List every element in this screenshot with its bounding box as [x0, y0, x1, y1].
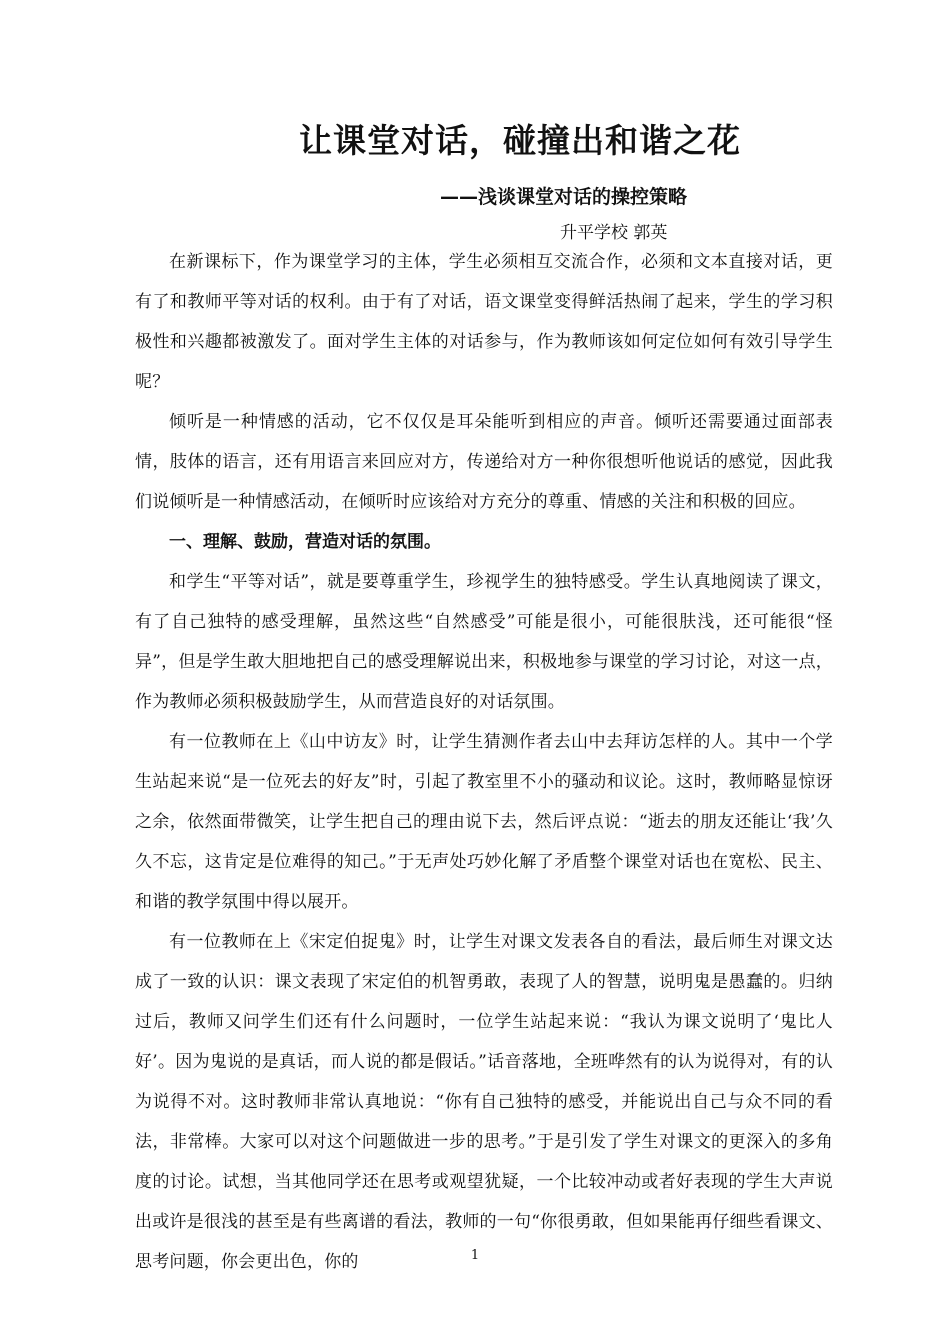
document-title: 让课堂对话，碰撞出和谐之花	[299, 121, 741, 160]
page-number: 1	[470, 1248, 480, 1263]
document-subtitle: ——浅谈课堂对话的操控策略	[440, 186, 688, 208]
listening-paragraph: 倾听是一种情感的活动，它不仅仅是耳朵能听到相应的声音。倾听还需要通过面部表情，肢体的语言，还有用语言来回应对方，传递给对方一种你很想听他说话的感觉，因此我们说倾听是一种情感活动，在倾听时应该给对方充分的尊重、情感的关注和积极的回应。	[135, 412, 833, 512]
section-heading: 一、理解、鼓励，营造对话的氛围。	[169, 532, 441, 552]
section-paragraph: 和学生“平等对话”，就是要尊重学生，珍视学生的独特感受。学生认真地阅读了课文，有了自己独特的感受理解，虽然这些“自然感受”可能是很小，可能很肤浅，还可能很“怪异”，但是学生敢大胆地把自己的感受理解说出来，积极地参与课堂的学习讨论，对这一点，作为教师必须积极鼓励学生，从而营造良好的对话氛围。	[135, 572, 833, 712]
author-line: 升平学校 郭英	[560, 223, 668, 243]
example-paragraph: 有一位教师在上《山中访友》时，让学生猜测作者去山中去拜访怎样的人。其中一个学生站起来说“是一位死去的好友”时，引起了教室里不小的骚动和议论。这时，教师略显惊讶之余，依然面带微笑，让学生把自己的理由说下去，然后评点说：“逝去的朋友还能让‘我’久久不忘，这肯定是位难得的知己。”于无声处巧妙化解了矛盾整个课堂对话也在宽松、民主、和谐的教学氛围中得以展开。	[135, 732, 833, 912]
example-paragraph: 有一位教师在上《宋定伯捉鬼》时，让学生对课文发表各自的看法，最后师生对课文达成了一致的认识：课文表现了宋定伯的机智勇敢，表现了人的智慧，说明鬼是愚蠢的。归纳过后，教师又问学生们还有什么问题时，一位学生站起来说：“我认为课文说明了‘鬼比人好’。因为鬼说的是真话，而人说的都是假话。”话音落地，全班哗然有的认为说得对，有的认为说得不对。这时教师非常认真地说：“你有自己独特的感受，并能说出自己与众不同的看法，非常棒。大家可以对这个问题做进一步的思考。”于是引发了学生对课文的更深入的多角度的讨论。试想，当其他同学还在思考或观望犹疑，一个比较冲动或者好表现的学生大声说出或许是很浅的甚至是有些离谱的看法，教师的一句“你很勇敢，但如果能再仔细些看课文、思考问题，你会更出色，你的	[135, 932, 833, 1272]
intro-paragraph: 在新课标下，作为课堂学习的主体，学生必须相互交流合作，必须和文本直接对话，更有了和教师平等对话的权利。由于有了对话，语文课堂变得鲜活热闹了起来，学生的学习积极性和兴趣都被激发了。面对学生主体的对话参与，作为教师该如何定位如何有效引导学生呢？	[135, 252, 833, 392]
document-body	[135, 242, 833, 1282]
